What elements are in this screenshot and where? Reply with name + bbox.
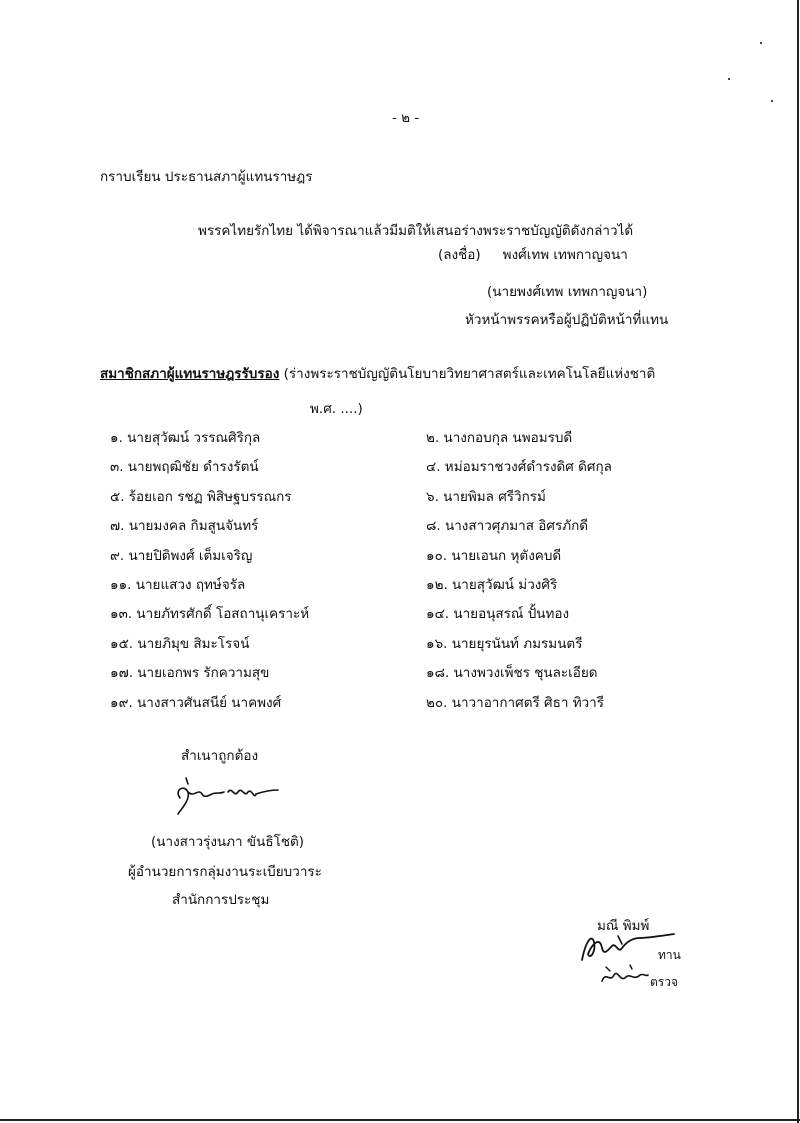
endorser-item: ๑. นายสุวัฒน์ วรรณศิริกุล: [110, 430, 261, 446]
endorser-item: ๒. นางกอบกุล นพอมรบดี: [426, 430, 573, 446]
endorser-item: ๑๕. นายภิมุข สิมะโรจน์: [110, 635, 250, 652]
sign-value: พงศ์เทพ เทพกาญจนา: [502, 247, 628, 263]
endorser-item: ๑๔. นายอนุสรณ์ ปั้นทอง: [426, 606, 570, 623]
scan-speck: [771, 100, 773, 102]
endorser-item: ๑๘. นางพวงเพ็ชร ชุนละเอียด: [426, 665, 598, 682]
endorser-item: ๔. หม่อมราชวงศ์ดำรงดิศ ดิศกุล: [426, 459, 612, 476]
endorser-item: ๗. นายมงคล กิมสูนจันทร์: [110, 518, 259, 535]
checked-label: ตรวจ: [650, 975, 679, 989]
resolution-text: พรรคไทยรักไทย ได้พิจารณาแล้วมีมติให้เสนอร่างพระราชบัญญัติดังกล่าวได้: [198, 223, 634, 239]
bill-subject: (ร่างพระราชบัญญัตินโยบายวิทยาศาสตร์และเทคโนโลยีแห่งชาติ: [283, 366, 656, 382]
endorser-item: ๑๗. นายเอกพร รักความสุข: [110, 665, 270, 682]
handwritten-checker-initials: [600, 963, 650, 987]
endorser-item: ๑๙. นางสาวศันสนีย์ นาคพงศ์: [110, 694, 282, 711]
endorsers-heading: [100, 362, 655, 384]
endorser-item: ๓. นายพฤฒิชัย ดำรงรัตน์: [110, 459, 259, 476]
endorser-item: ๕. ร้อยเอก รชฏ พิสิษฐบรรณกร: [110, 488, 292, 505]
bill-subject-continued: พ.ศ. ....): [310, 401, 363, 417]
page-number: - ๒ -: [392, 110, 420, 126]
endorsers-right-column: [426, 424, 612, 718]
salutation: กราบเรียน ประธานสภาผู้แทนราษฎร: [100, 169, 313, 185]
endorsers-heading-label: สมาชิกสภาผู้แทนราษฎรรับรอง: [100, 366, 280, 382]
certifier-name: (นางสาวรุ่งนภา ขันธิโชติ): [151, 834, 305, 850]
typed-check-label: ทาน: [658, 948, 681, 962]
endorser-item: ๒๐. นาวาอากาศตรี ศิธา ทิวารี: [426, 694, 605, 711]
certifier-role: ผู้อำนวยการกลุ่มงานระเบียบวาระ: [128, 864, 322, 880]
endorser-item: ๙. นายปิติพงศ์ เต็มเจริญ: [110, 547, 253, 564]
sign-label: (ลงชื่อ): [438, 247, 481, 263]
endorser-item: ๘. นางสาวศุภมาส อิศรภักดี: [426, 518, 589, 535]
endorser-item: ๑๒. นายสุวัฒน์ ม่วงศิริ: [426, 576, 558, 593]
party-leader-signature-line: [438, 243, 628, 265]
typist-note: มณี พิมพ์: [597, 918, 650, 934]
endorser-item: ๑๐. นายเอนก หุตังคบดี: [426, 547, 562, 564]
scan-speck: [760, 42, 762, 44]
page-border-right: [797, 0, 799, 1123]
endorsers-left-column: [110, 424, 309, 718]
party-leader-name: (นายพงศ์เทพ เทพกาญจนา): [487, 284, 648, 300]
handwritten-signature: [172, 770, 282, 818]
page-border-bottom: [0, 1119, 800, 1121]
certified-copy-label: สำเนาถูกต้อง: [181, 748, 259, 764]
endorser-item: ๖. นายพิมล ศรีวิกรม์: [426, 488, 546, 505]
endorser-item: ๑๑. นายแสวง ฤทษ์จรัล: [110, 576, 246, 593]
endorser-item: ๑๓. นายภัทรศักดิ์ โอสถานุเคราะห์: [110, 606, 310, 623]
scan-speck: [728, 78, 730, 80]
party-leader-role: หัวหน้าพรรคหรือผู้ปฏิบัติหน้าที่แทน: [465, 312, 669, 328]
certifier-office: สำนักการประชุม: [172, 892, 270, 908]
endorser-item: ๑๖. นายยุรนันท์ ภมรมนตรี: [426, 635, 583, 652]
